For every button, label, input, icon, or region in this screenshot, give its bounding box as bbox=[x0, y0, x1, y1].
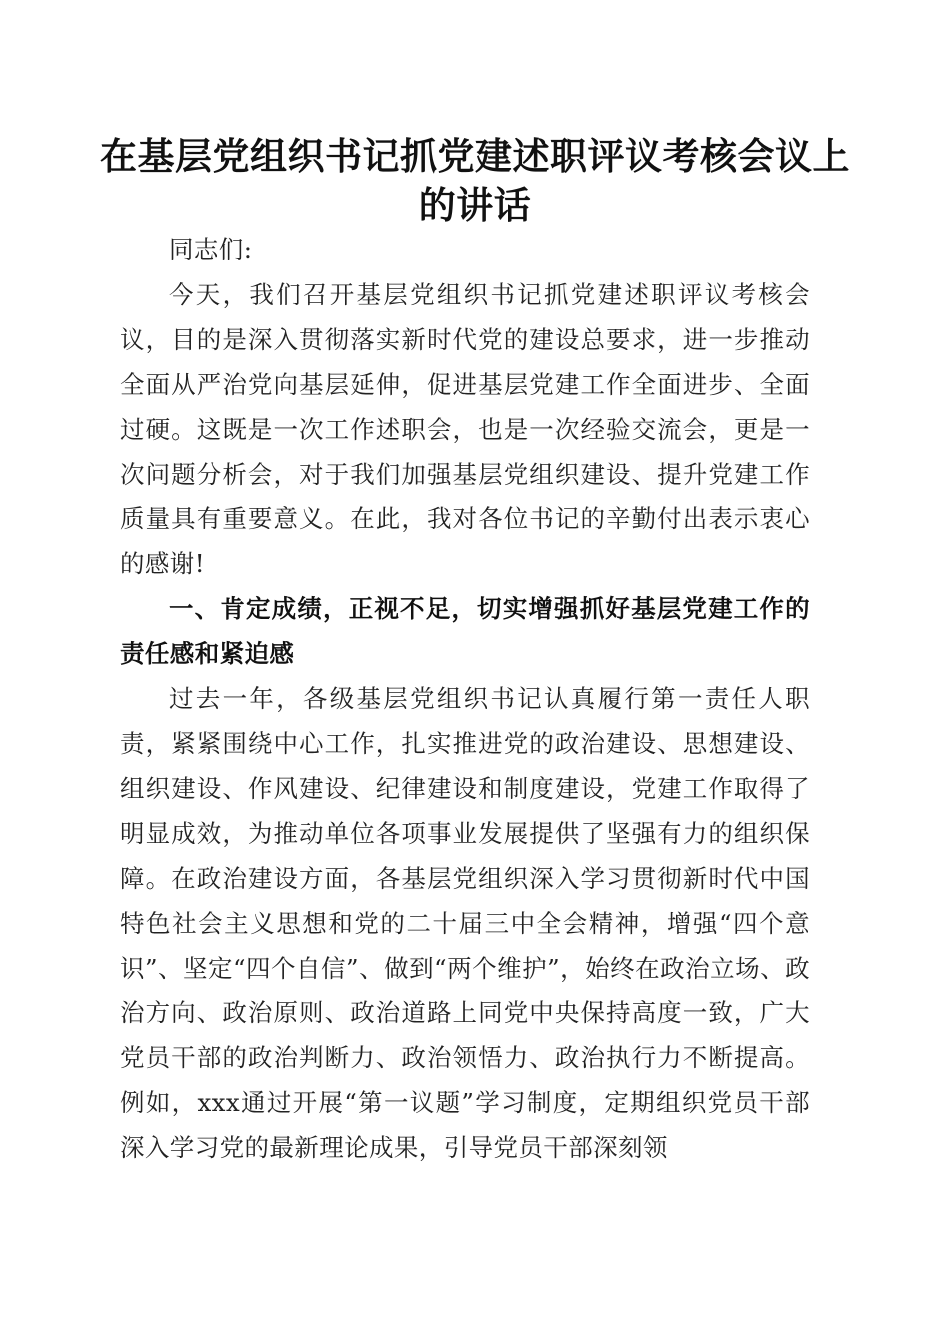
document-title: 在基层党组织书记抓党建述职评议考核会议上的讲话 bbox=[100, 134, 850, 227]
document-body bbox=[120, 228, 810, 1171]
salutation: 同志们: bbox=[169, 235, 253, 264]
body-paragraph: 过去一年，各级基层党组织书记认真履行第一责任人职责，紧紧围绕中心工作，扎实推进党的政治建设、思想建设、组织建设、作风建设、纪律建设和制度建设，党建工作取得了明显成效，为推动单位各项事业发展提供了坚强有力的组织保障。在政治建设方面，各基层党组织深入学习贯彻新时代中国特色社会主义思想和党的二十届三中全会精神，增强“四个意识”、坚定“四个自信”、做到“两个维护”，始终在政治立场、政治方向、政治原则、政治道路上同党中央保持高度一致，广大党员干部的政治判断力、政治领悟力、政治执行力不断提高。例如，xxx通过开展“第一议题”学习制度，定期组织党员干部深入学习党的最新理论成果，引导党员干部深刻领 bbox=[120, 684, 810, 1163]
intro-paragraph: 今天，我们召开基层党组织书记抓党建述职评议考核会议，目的是深入贯彻落实新时代党的建设总要求，进一步推动全面从严治党向基层延伸，促进基层党建工作全面进步、全面过硬。这既是一次工作述职会，也是一次经验交流会，更是一次问题分析会，对于我们加强基层党组织建设、提升党建工作质量具有重要意义。在此，我对各位书记的辛勤付出表示衷心的感谢! bbox=[120, 279, 810, 579]
section-heading: 一、肯定成绩，正视不足，切实增强抓好基层党建工作的责任感和紧迫感 bbox=[120, 594, 810, 669]
